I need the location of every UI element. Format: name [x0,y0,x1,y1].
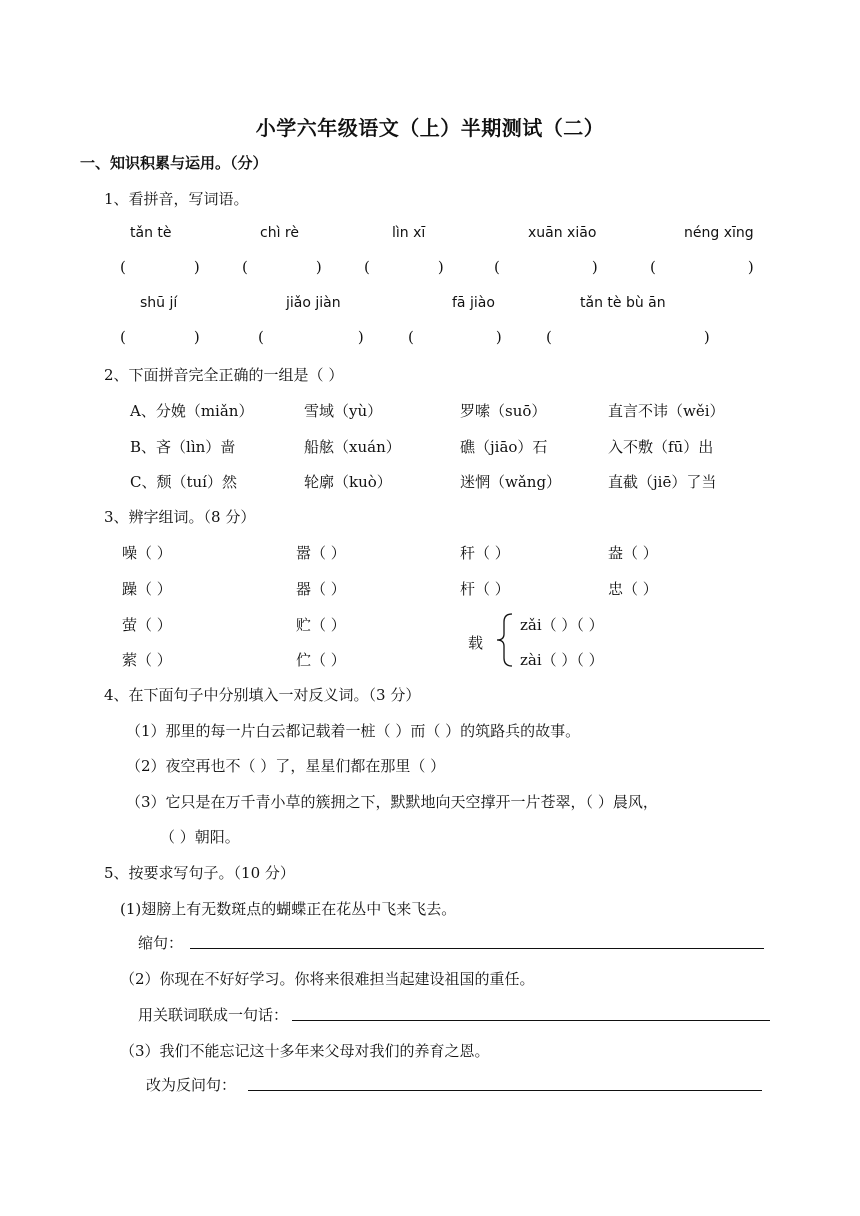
q5-sentence-3: （3）我们不能忘记这十多年来父母对我们的养育之恩。 [120,1042,490,1060]
q5-answer-line-3[interactable] [248,1090,762,1091]
q2-option-c-4: 直截（jiē）了当 [608,473,717,491]
curly-brace-icon [494,612,516,668]
q2-option-a-1: A、分娩（miǎn） [130,402,254,420]
q5-answer-line-2[interactable] [292,1020,770,1021]
q5-sentence-2: （2）你现在不好好学习。你将来很难担当起建设祖国的重任。 [120,970,535,988]
q3-zai-row-2[interactable]: zài（ ）（ ） [520,651,604,669]
q3-cell[interactable]: 嚣（ ） [296,544,346,562]
q5-label: 5、按要求写句子。（10 分） [104,864,295,882]
q2-option-b-2: 船舷（xuán） [304,438,401,456]
q3-cell[interactable]: 噪（ ） [122,544,172,562]
q3-cell[interactable]: 杆（ ） [460,580,510,598]
q3-cell[interactable]: 躁（ ） [122,580,172,598]
q2-option-a-3: 罗嗦（suō） [460,402,547,420]
q3-cell[interactable]: 贮（ ） [296,616,346,634]
q2-option-b-3: 礁（jiāo）石 [460,438,548,456]
q3-cell[interactable]: 忠（ ） [608,580,658,598]
q1-pinyin-7: jiǎo jiàn [286,295,341,311]
q4-sentence-1[interactable]: （1）那里的每一片白云都记载着一桩（ ）而（ ）的筑路兵的故事。 [126,722,581,740]
q5-prompt-1: 缩句： [138,934,184,952]
q4-sentence-3[interactable]: （3）它只是在万千青小草的簇拥之下，默默地向天空撑开一片苍翠，（ ）晨风， [126,793,658,811]
q3-cell[interactable]: 萤（ ） [122,616,172,634]
q1-answer-box-8[interactable]: ( ) [408,328,502,346]
q1-answer-box-3[interactable]: ( ) [364,258,444,276]
q2-option-a-2: 雪域（yù） [304,402,383,420]
q3-cell[interactable]: 盎（ ） [608,544,658,562]
q4-sentence-3-cont[interactable]: （ ）朝阳。 [160,828,240,846]
q3-label: 3、辨字组词。（8 分） [104,508,256,526]
q1-label: 1、看拼音，写词语。 [104,190,249,208]
q3-zai-character: 载 [468,634,484,652]
q1-pinyin-8: fā jiào [452,295,495,311]
q4-sentence-2[interactable]: （2）夜空再也不（ ）了，星星们都在那里（ ） [126,757,446,775]
q2-label: 2、下面拼音完全正确的一组是（ ） [104,366,344,384]
q1-answer-box-7[interactable]: ( ) [258,328,364,346]
q2-option-b-4: 入不敷（fū）出 [608,438,714,456]
page-title: 小学六年级语文（上）半期测试（二） [255,116,605,140]
q3-cell[interactable]: 秆（ ） [460,544,510,562]
q3-cell[interactable]: 器（ ） [296,580,346,598]
q2-option-c-1: C、颓（tuí）然 [130,473,237,491]
q2-option-c-3: 迷惘（wǎng） [460,473,562,491]
q1-answer-box-9[interactable]: ( ) [546,328,710,346]
q5-prompt-2: 用关联词联成一句话： [138,1006,289,1024]
q1-answer-box-1[interactable]: ( ) [120,258,200,276]
q2-option-a-4: 直言不讳（wěi） [608,402,725,420]
q1-pinyin-5: néng xīng [684,225,754,241]
q1-answer-box-2[interactable]: ( ) [242,258,322,276]
section-1-heading: 一、知识积累与运用。（分） [80,154,268,172]
q3-cell[interactable]: 萦（ ） [122,651,172,669]
q1-answer-box-4[interactable]: ( ) [494,258,598,276]
q1-pinyin-3: lìn xī [392,225,426,241]
q1-pinyin-6: shū jí [140,295,178,311]
q1-pinyin-9: tǎn tè bù ān [580,295,666,311]
q5-answer-line-1[interactable] [190,948,764,949]
q1-pinyin-1: tǎn tè [130,225,172,241]
q2-option-b-1: B、吝（lìn）啬 [130,438,236,456]
q5-sentence-1: (1)翅膀上有无数斑点的蝴蝶正在花丛中飞来飞去。 [120,900,457,918]
q1-answer-box-5[interactable]: ( ) [650,258,754,276]
q1-pinyin-4: xuān xiāo [528,225,597,241]
q5-prompt-3: 改为反问句： [146,1076,237,1094]
q3-zai-row-1[interactable]: zǎi（ ）（ ） [520,616,604,634]
q2-option-c-2: 轮廓（kuò） [304,473,392,491]
q3-cell[interactable]: 伫（ ） [296,651,346,669]
q1-answer-box-6[interactable]: ( ) [120,328,200,346]
q1-pinyin-2: chì rè [260,225,299,241]
q4-label: 4、在下面句子中分别填入一对反义词。（3 分） [104,686,421,704]
